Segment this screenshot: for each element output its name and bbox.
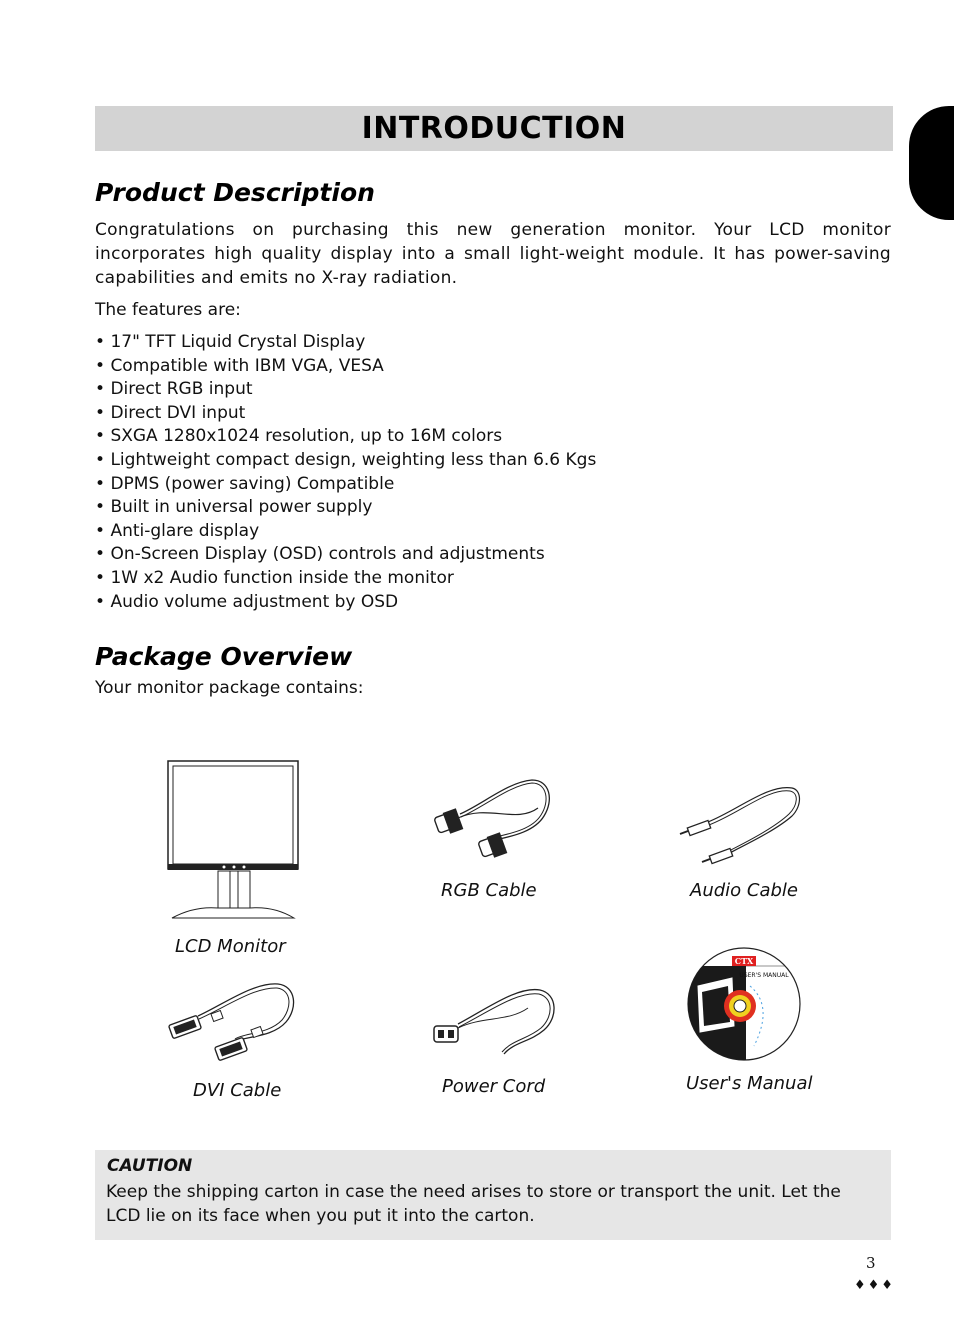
feature-item: • Anti-glare display [95,520,596,544]
rgb-cable-illustration [428,774,556,866]
feature-item: • DPMS (power saving) Compatible [95,473,596,497]
package-overview-heading: Package Overview [95,642,353,671]
feature-item: • 1W x2 Audio function inside the monitor [95,567,596,591]
product-description-intro: Congratulations on purchasing this new generation monitor. Your LCD monitor incorporates high quality display into a small light-weight module. It has power-saving capabilities and emits no X-ray radiation. [95,220,891,288]
page-number: 3 [866,1254,876,1272]
rgb-cable-label: RGB Cable [441,880,537,901]
power-cord-label: Power Cord [442,1076,546,1097]
features-label: The features are: [95,300,241,320]
product-description-heading: Product Description [95,178,375,207]
cd-title-text: USER'S MANUAL [739,972,789,979]
features-list [95,331,596,614]
audio-cable-illustration [678,782,806,868]
feature-item: • SXGA 1280x1024 resolution, up to 16M colors [95,425,596,449]
package-overview-intro: Your monitor package contains: [95,678,364,698]
feature-item: • Audio volume adjustment by OSD [95,591,596,615]
caution-box [95,1150,891,1240]
title-bar [95,106,893,151]
feature-item: • Lightweight compact design, weighting less than 6.6 Kgs [95,449,596,473]
footer-ornament: ♦♦♦ [854,1278,895,1293]
feature-item: • Compatible with IBM VGA, VESA [95,355,596,379]
feature-item: • Built in universal power supply [95,496,596,520]
audio-cable-label: Audio Cable [690,880,798,901]
page-title: INTRODUCTION [361,111,627,146]
caution-heading: CAUTION [107,1156,193,1176]
users-manual-label: User's Manual [686,1073,813,1094]
power-cord-illustration [428,984,560,1058]
lcd-monitor-illustration [164,758,304,924]
feature-item: • 17" TFT Liquid Crystal Display [95,331,596,355]
feature-item: • On-Screen Display (OSD) controls and adjustments [95,543,596,567]
feature-item: • Direct RGB input [95,378,596,402]
users-manual-cd-illustration [684,946,806,1064]
feature-item: • Direct DVI input [95,402,596,426]
lcd-monitor-label: LCD Monitor [175,936,286,957]
section-side-tab [909,106,954,220]
caution-text: Keep the shipping carton in case the need arises to store or transport the unit. Let the LCD lie on its face when you put it into the carton. [106,1182,841,1226]
dvi-cable-label: DVI Cable [193,1080,282,1101]
dvi-cable-illustration [164,978,300,1070]
cd-brand-text: CTX [734,956,754,966]
